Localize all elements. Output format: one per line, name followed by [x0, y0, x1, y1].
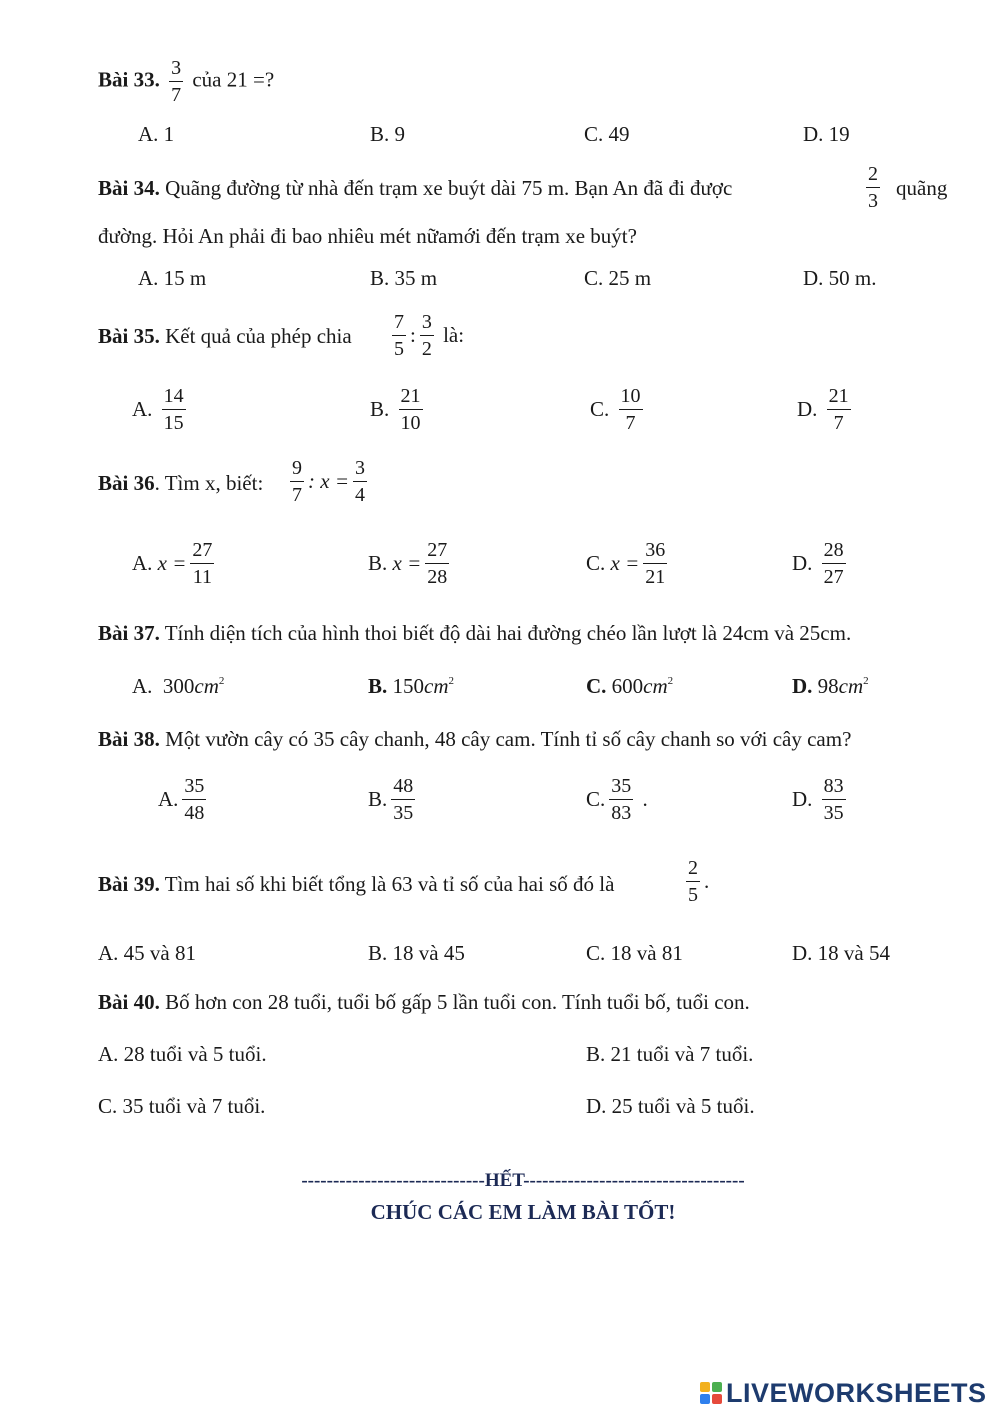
question-label: Bài 39. — [98, 872, 160, 896]
option-d[interactable]: D. $98cm^2$ — [792, 674, 869, 698]
question-label: Bài 33. — [98, 67, 160, 92]
option-b[interactable]: B. x = $\frac{27}{28}$ — [368, 539, 448, 588]
fraction: $\frac{7}{5}$ — [394, 311, 404, 360]
fraction: $\frac{3}{4}$ — [355, 457, 365, 506]
option-c[interactable]: C. $\frac{35}{83}$ . — [586, 775, 648, 824]
question-text-line2: đường. Hỏi An phải đi bao nhiêu mét nữamới đến trạm xe buýt? — [98, 224, 637, 248]
option-b[interactable]: B. 21 tuổi và 7 tuổi. — [586, 1042, 754, 1066]
option-c[interactable]: C. 25 m — [584, 266, 652, 290]
option-d[interactable]: D. $\frac{83}{35}$ — [792, 775, 844, 824]
option-c[interactable]: C. x = $\frac{36}{21}$ — [586, 539, 666, 588]
option-a[interactable]: A. $\frac{14}{15}$ — [132, 385, 184, 434]
logo-text: LIVEWORKSHEETS — [726, 1377, 987, 1408]
question-text: Tìm hai số khi biết tổng là 63 và tỉ số của hai số đó là — [164, 872, 615, 896]
option-a[interactable]: A. 28 tuổi và 5 tuổi. — [98, 1042, 267, 1066]
option-b[interactable]: B. 9 — [370, 122, 406, 146]
closing-wish: CHÚC CÁC EM LÀM BÀI TỐT! — [370, 1200, 676, 1224]
option-a[interactable]: A. $300cm^2$ — [132, 674, 225, 698]
option-c[interactable]: C. 18 và 81 — [586, 941, 683, 965]
liveworksheets-logo — [700, 1378, 987, 1408]
option-a[interactable]: A. 45 và 81 — [98, 941, 196, 965]
end-line: -----------------------------HẾT----------------------------------- — [301, 1170, 745, 1191]
question-text: . Tìm x, biết: — [154, 471, 264, 495]
question-text: của 21 =? — [192, 67, 275, 92]
option-b[interactable]: B. $150cm^2$ — [368, 674, 455, 698]
option-c[interactable]: C. 49 — [584, 122, 630, 146]
fraction: $\frac{2}{3}$ — [868, 163, 878, 212]
question-label: Bài 40. — [98, 990, 160, 1014]
fraction: $\frac{9}{7}$ — [292, 457, 302, 506]
option-a[interactable]: A. 15 m — [138, 266, 207, 290]
option-b[interactable]: B. $\frac{21}{10}$ — [370, 385, 421, 434]
option-d[interactable]: D. 25 tuổi và 5 tuổi. — [586, 1094, 755, 1118]
option-c[interactable]: C. 35 tuổi và 7 tuổi. — [98, 1094, 266, 1118]
liveworksheets-logo-icon — [700, 1382, 722, 1404]
fraction: $\frac{2}{5}$ — [688, 857, 698, 906]
option-b[interactable]: B. 18 và 45 — [368, 941, 465, 965]
option-d[interactable]: D. 18 và 54 — [792, 941, 890, 965]
option-d[interactable]: D. 50 m. — [803, 266, 877, 290]
option-c[interactable]: C. $\frac{10}{7}$ — [590, 385, 641, 434]
question-text: Kết quả của phép chia — [165, 324, 352, 348]
question-text: Quãng đường từ nhà đến trạm xe buýt dài 75 m. Bạn An đã đi được — [165, 176, 733, 200]
option-b[interactable]: B. 35 m — [370, 266, 438, 290]
option-b[interactable]: B. $\frac{48}{35}$ — [368, 775, 414, 824]
option-a[interactable]: A. x = $\frac{27}{11}$ — [132, 539, 213, 588]
option-d[interactable]: D. $\frac{21}{7}$ — [797, 385, 849, 434]
question-text: Bố hơn con 28 tuổi, tuổi bố gấp 5 lần tuổi con. Tính tuổi bố, tuổi con. — [165, 990, 750, 1014]
option-d[interactable]: D. 19 — [803, 122, 850, 146]
fraction: $\frac{3}{7}$ — [171, 57, 182, 106]
fraction: $\frac{3}{2}$ — [421, 311, 432, 360]
question-label: Bài 36 — [98, 471, 155, 495]
question-label: Bài 38. — [98, 727, 160, 751]
option-a[interactable]: A. $\frac{35}{48}$ — [158, 775, 205, 824]
question-label: Bài 35. — [98, 324, 160, 348]
question-text: Tính diện tích của hình thoi biết độ dài hai đường chéo lần lượt là 24cm và 25cm. — [164, 621, 852, 645]
option-c[interactable]: C. $600cm^2$ — [586, 674, 674, 698]
question-label: Bài 34. — [98, 176, 160, 200]
question-text-end: quãng — [896, 176, 948, 200]
option-a[interactable]: A. 1 — [138, 122, 175, 146]
question-text: Một vườn cây có 35 cây chanh, 48 cây cam. Tính tỉ số cây chanh so với cây cam? — [165, 727, 852, 751]
option-d[interactable]: D. $\frac{28}{27}$ — [792, 539, 844, 588]
question-text-end: là: — [443, 323, 465, 347]
question-label: Bài 37. — [98, 621, 160, 645]
